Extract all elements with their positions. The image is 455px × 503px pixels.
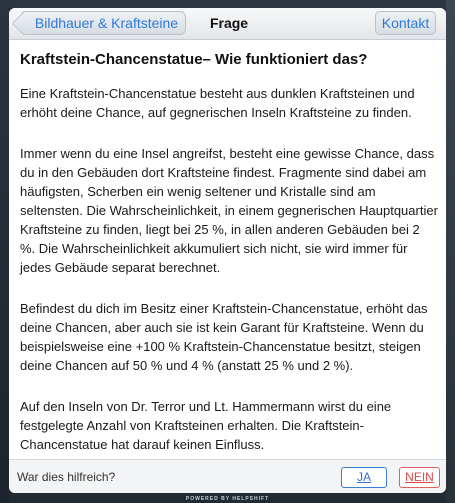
powered-by-label: POWERED BY HELPSHIFT	[185, 496, 270, 502]
backdrop	[0, 0, 455, 8]
article-heading: Kraftstein-Chancenstatue– Wie funktioniert das?	[20, 51, 368, 68]
back-button-label: Bildhauer & Kraftsteine	[34, 15, 179, 31]
yes-button[interactable]: JA	[341, 467, 387, 488]
article-paragraph: Immer wenn du eine Insel angreifst, besteht eine gewisse Chance, dass du in den Gebäuden dort Kraftsteine findest. Fragmente sind dabei am häufigsten, Scherben ein wenig seltener und Kristalle sind am seltensten. Die Wahrscheinlichkeit, in einem gegnerischen Hauptquartier Kraftsteine zu finden, liegt bei 25 %, in allen anderen Gebäuden bei 2 %. Die Wahrscheinlichkeit akkumuliert sich nicht, sie wird immer für jedes Gebäude separat berechnet.	[20, 146, 438, 275]
article-body	[20, 84, 438, 476]
backdrop-right-edge	[446, 0, 455, 503]
back-button[interactable]	[21, 11, 186, 35]
backdrop-left-edge	[0, 0, 9, 503]
no-button[interactable]: NEIN	[399, 467, 440, 488]
article-paragraph: Befindest du dich im Besitz einer Kraftstein-Chancenstatue, erhöht das deine Chancen, aber auch sie ist kein Garant für Kraftsteine. Wenn du beispielsweise eine +100 % Kraftstein-Chancenstatue besitzt, steigen deine Chancen auf 50 % und 4 % (anstatt 25 % und 2 %).	[20, 301, 428, 373]
contact-button[interactable]: Kontakt	[375, 11, 436, 35]
feedback-bar	[9, 459, 446, 493]
faq-panel	[9, 8, 446, 493]
article-content[interactable]	[9, 40, 446, 458]
page-title: Frage	[209, 15, 249, 31]
article-paragraph: Eine Kraftstein-Chancenstatue besteht aus dunklen Kraftsteinen und erhöht deine Chance, auf gegnerischen Inseln Kraftsteine zu finden.	[20, 86, 415, 120]
article-paragraph: Auf den Inseln von Dr. Terror und Lt. Hammermann wirst du eine festgelegte Anzahl von Kraftsteinen erhalten. Die Kraftstein-Chancenstatue hat darauf keinen Einfluss.	[20, 399, 392, 452]
navigation-bar	[9, 8, 446, 40]
feedback-question: War dies hilfreich?	[17, 470, 116, 484]
